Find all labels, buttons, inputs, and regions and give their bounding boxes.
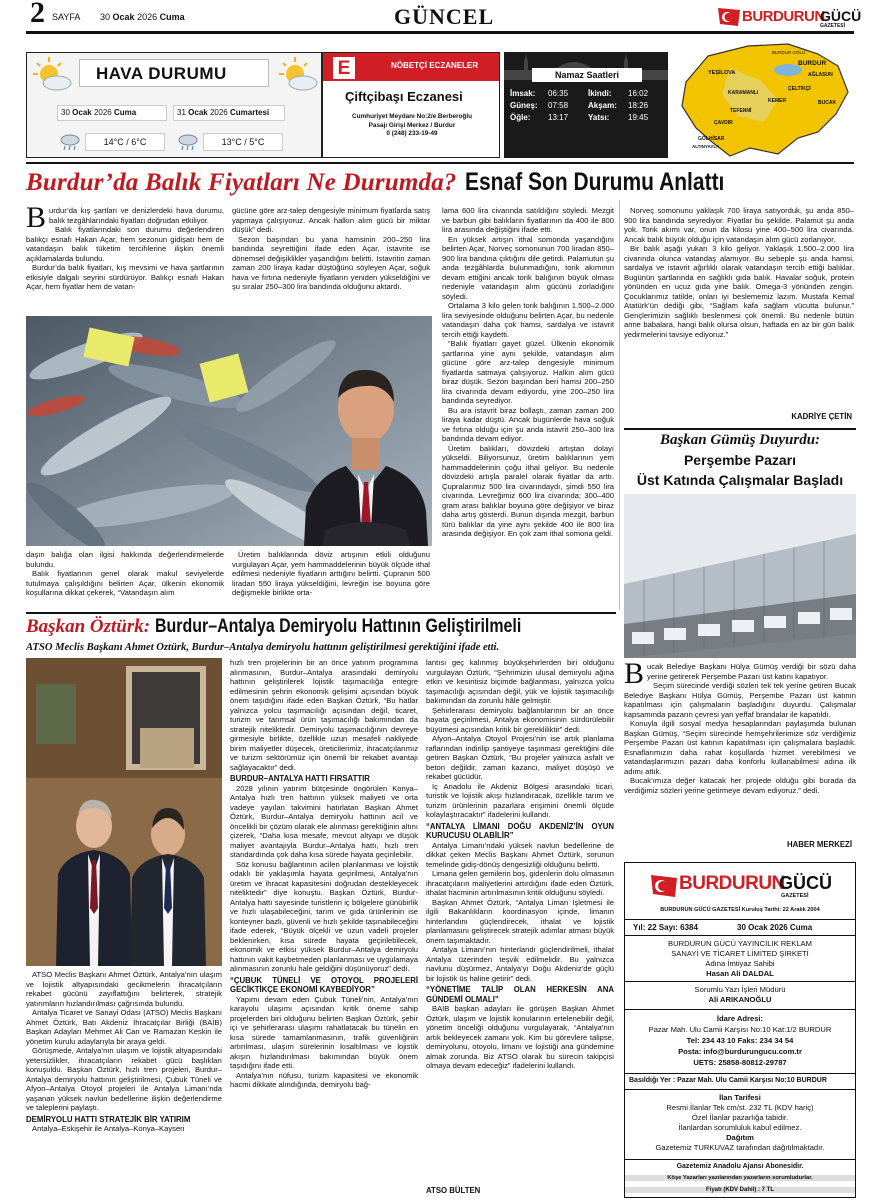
flag-icon [649,873,679,899]
imprint-rule-4 [625,1009,855,1010]
railway-col3: lantısı geç kalınmış büyükşehirlerden biri olduğunu vurgulayan Öztürk, “Şehrimizin ulusal demiryolu ağına etkin ve kesintisiz biçimde bağlanması, yalnızca yolcu taşımacılığı açısından değil, yük ve lojistik taşımacılığı bakımından da zorunlu hâle gelmiştir. Şehirlerarası demiryolu bağlantılarının bir an önce hayata geçirilmesi, Antalya ekonomisinin sürdürülebilir büyümesi açısından kritik bir gerekliliktir” dedi. Afyon–Antalya Otoyol Projesi’nin ise artık planlama raflarından indirilip şantiyeye taşınması gerektiğini dile getiren Başkan Öztürk, “Bu projeler yalnızca asfalt ve beton değildir, zaman kazancı, maliyet düşüşü ve rekabet gücüdür. İç Anadolu ile Akdeniz Bölgesi arasındaki ticari, turistik ve lojistik akışı hızlandıracak, özellikle tarım ve turizm ürünlerinin pazarlara erişimini önemli ölçüde kolaylaştıracaktır” ifadelerini kullandı. “ANTALYA LİMANI DOĞU AKDENİZ’İN OYUN KURUCUSU OLABİLİR” Antalya Limanı’ndaki yüksek navlun bedellerine de dikkat çeken Meclis Başkanı Ahmet Öztürk, sorunun temelinde gidiş-dönüş dengesizliği olduğunu belirtti. Limana gelen gemilerin boş, gidenlerin dolu olmasının ihracatçıların maliyetlerini artırdığını ifade eden Öztürk, ithalat hacminin artırılmasının kritik olduğunu söyledi. Başkan Ahmet Öztürk, “Antalya Liman İşletmesi ile ilgili Bakanlıkların koordinasyon içinde, limanın hinterlandını güçlendirecek, ithalat ve lojistik planlamasını geliştirecek stratejik adımlar atması büyük önem taşımaktadır. Antalya Limanı’nın hinterlandı güçlendirilmeli, ithalat Antalya üzerinden teşvik edilmelidir. Bu yalnızca navlunu düşürmez, Antalya’yı Doğu Akdeniz’de güçlü bir lojistik üs haline getirir” dedi. “YÖNETİME TALİP OLAN HERKESİN ANA GÜNDEMİ OLMALI” BAİB başkan adayları ile görüşen Başkan Ahmet Öztürk, ulaşım ve lojistik konularının ertelenebilir değil, yönetim önceliği olduğunu vurgulayarak, “Antalya’nın artık bekleyecek zamanı yok. Kim bu görevlere talipse, demiryolunu, otoyolu, limanı ve lojistiği ana gündemine almak zorunda. Biz ATSO olarak bu sürecin takipçisi olmaya devam edeceğiz” ifadelerini kullandı. [426,658,614,1070]
market-kicker: Başkan Gümüş Duyurdu: [659,432,821,448]
section-title: GÜNCEL [394,4,495,29]
market-byline: HABER MERKEZİ [787,840,852,849]
imprint-rule-5 [625,1073,855,1074]
railway-subheading: DEMİRYOLU HATTI STRATEJİK BİR YATIRIM [26,1114,191,1124]
top-panels-rule [26,162,854,164]
map-shape [668,36,854,160]
map-label: ÇELTİKÇİ [788,86,811,92]
page-number: 2 [30,0,45,29]
header-logo [716,4,862,30]
map-label: TEFENNİ [730,108,752,114]
map-label: KEMER [768,98,787,104]
prayer-panel [504,52,668,158]
map-label: ÇAVDIR [714,120,733,126]
column-divider [619,200,620,610]
flag-icon [716,6,742,28]
fish-headline [26,168,856,197]
market-body: Bucak Belediye Başkanı Hülya Gümüş verdiği bir sözü daha yerine getirerek Perşembe Pazarı üst katını kapatıyor. Seçim sürecinde verdiği sözleri tek tek yerine getiren Bucak Belediye Başkanı Hülya Gümüş, Perşembe Pazarı üst katının kapatılması için çalışmaların başladığını duyurdu. Çalışmalar kapsamında pazarın çevresi yan yeffaf brandalar ile kapatıldı. Konuyla ilgili sosyal medya hesaplarından paylaşımda bulunan Başkan Gümüş, “Seçim sürecinde hemşehrilerimize söz verdiğimiz Perşembe Pazarı üst katının kapatılması için çalışmalara başladık. Esnaflarımızın daha rahat koşullarda hizmet verebilmesi ve vatandaşlarımızın pazarı daha konforlu kullanabilmesi adına ilk adımı attık. Bucak’ımıza değer katacak her projede olduğu gibi burada da verdiğimiz sözleri yerine getirmeye devam ediyoruz.” dedi. [624,662,856,795]
fish-col1-bottom: daşın balığa olan ilgisi hakkında değerlendirmelerde bulundu. Balık fiyatlarının genel olarak makul seviyelerde tutulmaya çalışıldığını belirten Açar, ülkenin ekonomik koşullarına dikkat çekerek, “Vatandaşın alım [26,550,224,597]
weather-title-box [79,59,269,87]
weather-day1-date: 30 Ocak 2026 Cuma [57,105,167,121]
market-photo [624,494,856,658]
fish-market-photo [26,316,432,546]
prayer-title: Namaz Saatleri [554,70,620,80]
pharmacy-panel [322,52,500,158]
imprint-logo-a: BURDURUN [679,873,785,894]
imprint-notice: Köşe Yazarları yazılarından yazarların sorumludurlar. [625,1175,855,1181]
market-headline-2: Üst Katında Çalışmalar Başladı [636,472,844,488]
railway-byline: ATSO BÜLTEN [426,1186,481,1195]
imprint-year: Yıl: 22 Sayı: 6384 [633,923,698,932]
imprint-logo-b: GÜCÜ [779,873,832,893]
railway-photo-art [26,658,222,966]
pharmacy-address-2: Pasajı Girişi Merkez / Burdur [368,121,456,129]
imprint-owner: BURDURUN GÜCÜ YAYINCILIK REKLAM SANAYİ VE TİCARET LİMİTED ŞİRKETİ Adına İmtiyaz Sahibi Hasan Ali DALDAL [668,939,812,978]
imprint-rule-1 [625,919,855,920]
imprint-agency: Gazetemiz Anadolu Ajansı Abonesidir. [676,1163,804,1170]
pharmacy-address-1: Cumhuriyet Meydanı No:2/e Berberoğlu [351,113,473,120]
railway-subheading: “ANTALYA LİMANI DOĞU AKDENİZ’İN OYUN KURUCUSU OLABİLİR” [426,821,614,840]
prayer-title-box [532,68,642,82]
fish-col4: Norveç somonunu yaklaşık 700 liraya satıyorduk, şu anda 850–900 lira bandında seyrediyor. Fiyatlar bu şekilde. Palamut şu anda yok. Torik akımı var, onun da kilosu yine 400–500 lira civarında. Ancak balık büyük olduğu için vatandaşın alım gücü zorlanıyor. Bir balık aşağı yukarı 3 kilo geliyor. Yaklaşık 1.500–2.000 lira civarında olunca vatandaş alamıyor. Bu sebeple şu anda hamsi, sardalya ve istavrit ağırlıklı olarak vatandaşın tercih ettiği balıklar. Bugünün şartlarında en sağlıklı gıda balık. Havalar soğuk, protein yönünden en ucuz gıda yine balık. Omega-3 yönünden zengin. Çocuklarımız tatilde, onları iyi beslememiz lazım. Mustafa Kemal Atatürk’ün dediği gibi, “Sağlam kafa sağlam vücutta bulunur.” Gençlerimizin sağlıklı beslenmesi çok önemli. Bu nedenle bütün anne babalara, hangi balık olursa olsun, haftada en az bir gün balık yedirmelerini tavsiye ediyoruz.” [624,206,854,339]
railway-top-rule [26,612,616,614]
map-label: YEŞİLOVA [708,70,736,76]
imprint-office: İdare Adresi: Pazar Mah. Ulu Camii Karşısı No:10 Kat:1/2 BURDUR Tel: 234 43 10 Faks: 234 34 54 Posta: info@burdurungucu.com.tr UETS: 25858-80812-29787 [648,1014,832,1067]
fish-byline: KADRİYE ÇETİN [791,412,852,421]
pharmacy-address [327,113,497,139]
logo-subtext: GAZETESİ [820,23,846,29]
page-header [0,0,880,30]
imprint-date: 30 Ocak 2026 Cuma [737,923,813,932]
imprint-rule-6 [625,1089,855,1090]
imprint-editor: Sorumlu Yazı İşleri Müdürü Ali ARIKANOĞLU [694,985,786,1004]
map-label: GÖLHİSAR [698,136,725,142]
map-label: BURDUR GÖLÜ [772,50,806,55]
fish-col1-top: Burdur’da kış şartları ve denizlerdeki hava durumu, balık tezgâhlarındaki fiyatları doğrudan etkiliyor. Balık fiyatlarındaki son durumu değerlendiren balıkçı esnafı Hakan Açar, hem sezonun gidişatı hem de vatandaşın balık tüketim tercihlerine ilişkin önemli açıklamalarda bulundu. Burdur’da balık fiyatları, kış mevsimi ve hava şartlarının etkisiyle dalgalı seyrini sürdürüyor. Balıkçı esnafı Hakan Açar, hem fiyatlar hem de vatan- [26,206,224,291]
market-top-rule [624,428,856,430]
map-label: AĞLASUN [808,72,833,78]
imprint-logo-sub: GAZETESİ [781,893,809,899]
imprint-rule-2 [625,935,855,936]
railway-headline-text: Burdur–Antalya Demiryolu Hattının Geliştirilmeli [154,616,521,637]
imprint-box [624,862,856,1198]
railway-subheading: “ÇUBUK TÜNELİ VE OTOYOL PROJELERİ GECİKTİKÇE EKONOMİ KAYBEDİYOR” [230,975,418,994]
fish-col3: lama 600 lira civarında satıldığını söyledi. Mezgit ve barbun gibi balıkların fiyatlarının da 400 ile 800 lira arasında değiştiğini ifade etti. En yüksek artışın ithal somonda yaşandığını belirten Açar, Norveç somonunun 700 liradan 850–900 lira bandına çıktığını dile getirdi. Palamutun şu anda tezgâhlarda bulunmadığını, torik akımının devam ettiğini ancak torik balığının büyük olması nedeniyle vatandaşın alım gücünü zorladığını söyledi. Ortalama 3 kilo gelen torik balığının 1.500–2.000 lira seviyesinde olduğunu belirten Açar, bu nedenle vatandaşın daha çok hamsi, sardalya ve istavrit tercih ettiği kaydetti. “Balık fiyatları gayet güzel. Ülkenin ekonomik şartlarına yine aynı şekilde, vatandaşın alım gücüne göre arz-talep dengesiyle minimum fiyatlarda satmaya çalışıyoruz. Halkın alım gücü biraz düşük. Sezon başından beri hamsi 200–250 lira civarında devam ediyordu, yine 200–250 lira bandında seyrediyor. Bu ara istavrit biraz bollaştı, zaman zaman 200 liraya kadar düştü. Ancak bugünlerde hava soğuk ve fırtına olduğu için şu anda istavrit 250–300 lira bandında devam ediyor. Üretim balıkları, dövizdeki artıştan dolayı yükseldi. Biliyorsunuz, üretim balıklarının yem hammaddelerinin çoğu ithal geliyor. Bu nedenle dövizdeki artışla paralel olarak fiyatlar da arttı. Çupralarımız 500 lira civarındaydı, şimdi 550 lira civarında. Levreğimiz 600 lira civarında; 300–400 gram arası balıklar boyuna göre değişiyor ve biraz daha artış gösterdi. Bunun dışında mezgit, barbun türü balıklar da yine aynı şekilde 400 ile 800 lira arasında değişiyor. En çok zam ithal somona geldi. [442,206,614,538]
weather-day2-temp: 13°C / 5°C [203,133,283,151]
imprint-rule-7 [625,1159,855,1160]
market-headline-1: Perşembe Pazarı [683,452,797,468]
article-market [624,428,856,856]
header-rule [26,31,854,34]
imprint-rule-3 [625,981,855,982]
railway-kicker: Başkan Öztürk: [26,616,151,637]
prayer-row: Öğle: 13:17 Yatsı: 19:45 [510,113,649,122]
imprint-press: Basıldığı Yer : Pazar Mah. Ulu Camii Karşısı No:10 BURDUR [629,1077,827,1084]
burdur-map [668,36,854,160]
prayer-row: İmsak: 06:35 İkindi: 16:02 [510,89,649,98]
rain-cloud-icon-2 [177,133,199,151]
header-date: 30 Ocak 2026 Cuma [100,12,185,22]
imprint-price: Fiyatı (KDV Dahil) : 7 TL [625,1187,855,1193]
map-label: BURDUR [798,60,827,67]
fish-col2-bottom: Üretim balıklarında döviz artışının etkili olduğunu vurgulayan Açar, yem hammaddelerinin büyük ölçüde ithal edilmesi nedeniyle fiyatların arttığını belirtti. Çupranın 500 liradan 550 liraya yükseldiğini, levreğin ise boyuna göre değişmekle birlikte orta- [232,550,430,597]
railway-subhead: ATSO Meclis Başkanı Ahmet Öztürk, Burdur–Antalya demiryolu hattının geliştirilmesi gerektiğini ifade etti. [26,642,500,653]
pharmacy-phone: 0 (248) 233-19-49 [386,130,438,137]
railway-col1: ATSO Meclis Başkanı Ahmet Öztürk, Antalya’nın ulaşım ve lojistik altyapısındaki gecikmelerin ihracatçıların rekabet gücünü zayıflattığını belirterek, stratejik yatırımların hızlandırılması çağrısında bulundu. Antalya Ticaret ve Sanayi Odası (ATSO) Meclis Başkanı Ahmet Öztürk, Batı Akdeniz İhracatçılar Birliği (BAİB) Başkan Adayları Mehmet Ali Can ve Ramazan Keskin ile yönetim kurulu adaylarıyla bir araya geldi. Görüşmede, Antalya’nın ulaşım ve lojistik altyapısındaki yetersizlikler, ihracatçıların rekabet gücü başlıkları konuşuldu. Başkan Öztürk, hızlı tren projeleri, Burdur–Antalya demiryolu hattının geliştirilmesi, Çubuk Tüneli ve Afyon–Antalya Otoyol projeleri ile Antalya Limanı’nda yaşanan yüksek navlun bedellerine ilişkin değerlendirme ve taleplerini paylaştı. DEMİRYOLU HATTI STRATEJİK BİR YATIRIM Antalya–Eskişehir ile Antalya–Konya–Kayseri [26,970,222,1133]
sun-cloud-icon-right [275,55,321,93]
pharmacy-title: NÖBETÇİ ECZANELER [391,61,479,70]
railway-subheading: BURDUR–ANTALYA HATTI FIRSATTIR [230,774,370,783]
rain-cloud-icon [59,133,81,151]
weather-title: HAVA DURUMU [96,64,227,83]
prayer-table [510,88,666,124]
railway-subheading: “YÖNETİME TALİP OLAN HERKESİN ANA GÜNDEMİ OLMALI” [426,985,614,1004]
logo-text-b: GÜCÜ [820,8,862,24]
imprint-tariff: İlan Tarifesi Resmi İlanlar Tek cm/st. 232 TL (KDV hariç) Özel İlanlar pazarlığa tabidir. İlanlardan sorumluluk kabul edilmez. Dağıtım Gazetemiz TURKUVAZ tarafından dağıtılmaktadır. [655,1093,825,1152]
fish-col2-top: gücüne göre arz-talep dengesiyle minimum fiyatlarda satış yapmaya çalışıyoruz. Ancak halkın alım gücü bir miktar düşük” dedi. Sezon başından bu yana hamsinin 200–250 lira bandında seyrettiğini ifade eden Açar, istavrite ise dönemsel değişiklikler yaşandığını belirtti. İstavritin zaman zaman 200 liraya kadar düştüğünü söyleyen Açar, soğuk hava ve fırtına nedeniyle fiyatların yeniden yükseldiğini ve şu sıralar 250–300 lira bandında olduğunu aktardı. [232,206,430,291]
railway-col2: hızlı tren projelerinin bir an önce yatırım programına alınmasının, Burdur–Antalya arasındaki demiryolu hattının geliştirilerek lojistik taşımacılığa entegre edilmesinin şehrin ekonomik gelişimi açısından büyük önem taşıdığını ifade eden Başkan Öztürk, “Bu hatlar yalnızca yolcu taşımacılığı açısından değil, ticaret, turizm ve tarımsal ürün taşımacılığı bakımından da stratejik niteliktedir. Demiryolu taşımacılığının devreye girmesiyle birlikte, özellikle uzun mesafeli nakliyede birim maliyetler düşecek, üreticilerimiz, ihracatçılarımız ve turizm sektörümüz için önemli bir rekabet avantajı sağlayacaktır” dedi. BURDUR–ANTALYA HATTI FIRSATTIR 2028 yılının yatırım bütçesinde öngörülen Konya–Antalya hızlı tren hattının yüksek maliyeti ve orta vadeye yayılan takvimini hatırlatan Başkan Ahmet Öztürk, Burdur–Antalya demiryolu hattının acil ve öncelikli bir çözüm olarak ele alınması gerektiğinin altını çizerek, “Daha kısa mesafe, mevcut altyapı ve düşük maliyet avantajıyla Burdur–Antalya hattı, hızlı tren standardında çok daha kısa sürede hayata geçirilebilir. Söz konusu bağlantının acilen planlanması ve lojistik odaklı bir yaklaşımla hayata geçirilmesi, Antalya’nın üretim ve ihracat kapasitesini doğrudan destekleyecek niteliktedir” diye konuştu. Başkan Öztürk, Burdur-Antalya hattı sayesinde turistlerin iç bölgelere günübirlik ve hızlı ulaşabileceğini, tarım ve gıda ürünlerinin ise konteyner bazlı, güvenli ve hızlı şekilde taşınabileceğini ifade ederek, “Büyük ölçekli ve uzun vadeli projeler beklenirken, kısa sürede hayata geçirilebilecek, ekonomik ve etkisi yüksek Burdur–Antalya demiryolu hattının vakit kaybetmeden planlanması ve uygulamaya alınmasının zorunlu hale geldiğini düşünüyoruz” dedi. “ÇUBUK TÜNELİ VE OTOYOL PROJELERİ GECİKTİKÇE EKONOMİ KAYBEDİYOR” Yapımı devam eden Çubuk Tüneli’nin, Antalya’nın karayolu ulaşımı açısından kritik öneme sahip projelerden biri olduğunu belirten Başkan Öztürk, şehir içi ve şehirlerarası ulaşımı rahatlatacak bu tünelin en kısa sürede tamamlanmasının, trafik güvenliğinin artırılması, ulaşım sürelerinin kısaltılması ve lojistik akışın hızlandırılması bakımından büyük önem taşıdığını ifade etti. Antalya’nın nüfusu, turizm kapasitesi ve ekonomik hacmi dikkate alındığında, demiryolu bağ- [230,658,418,1089]
logo-text-a: BURDURUN [742,8,825,25]
weather-day1-temp: 14°C / 6°C [85,133,165,151]
imprint-founded: BURDURUN GÜCÜ GAZETESİ Kuruluş Tarihi: 22 Aralık 2004 [660,907,820,913]
fish-headline-italic: Burdur’da Balık Fiyatları Ne Durumda? [26,169,457,196]
map-label: ALTINYAYLA [692,144,720,149]
imprint-logo [649,871,839,903]
pharmacy-name: Çiftçibaşı Eczanesi [345,89,463,104]
railway-headline [26,616,616,638]
weather-day2-date: 31 Ocak 2026 Cumartesi [173,105,285,121]
weather-panel [26,52,322,158]
railway-photo [26,658,222,966]
sun-cloud-icon [29,55,75,93]
fish-headline-bold: Esnaf Son Durumu Anlattı [465,168,725,196]
map-label: KARAMANLI [728,90,759,96]
market-photo-art [624,494,856,658]
fish-photo-art [26,316,432,546]
map-label: BUCAK [818,100,837,106]
pharmacy-badge-letter: E [337,58,351,79]
prayer-row: Güneş: 07:58 Akşam: 18:26 [510,101,649,110]
pharmacy-badge [333,57,355,79]
page-word: SAYFA [52,12,81,22]
